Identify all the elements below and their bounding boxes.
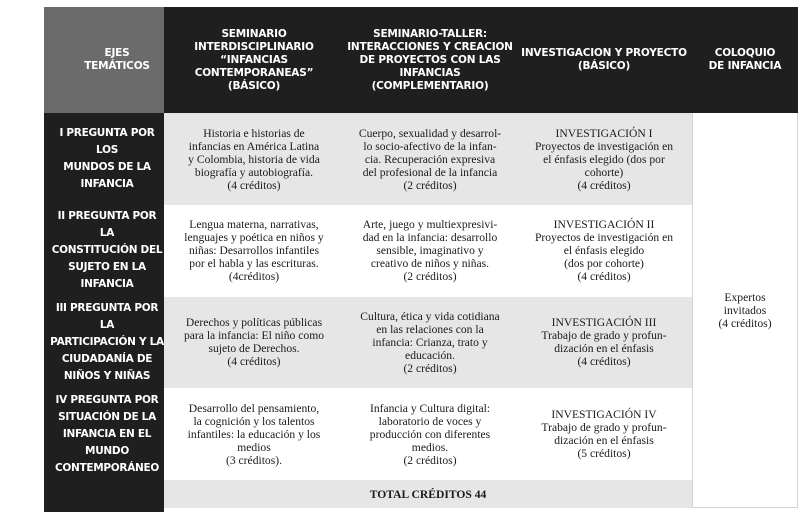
cell-r1-taller: Cuerpo, sexualidad y desarrol- lo socio-afectivo de la infan- cia. Recuperación expresiva del profesional de la infancia (2 créditos) [358, 126, 502, 192]
cell-r1-seminario: Historia e historias de infancias en América Latina y Colombia, historia de vida biografía y autobiografía. (4 créditos) [188, 126, 320, 192]
cell-r3-seminario: Derechos y políticas públicas para la infancia: El niño como sujeto de Derechos. (4 créditos) [183, 316, 325, 368]
row-divider [164, 205, 692, 206]
col-header-taller: SEMINARIO-TALLER: INTERACCIONES Y CREACION DE PROYECTOS CON LAS INFANCIAS (COMPLEMENTARIO) [347, 27, 513, 92]
col-header-seminario: SEMINARIO INTERDISCIPLINARIO “INFANCIAS CONTEMPORANEAS” (BÁSICO) [194, 27, 314, 92]
cell-r4-seminario: Desarrollo del pensamiento, la cognición y los talentos infantiles: la educación y los medios (3 créditos). [187, 401, 321, 467]
col-header-investigacion: INVESTIGACION Y PROYECTO (BÁSICO) [521, 47, 687, 72]
row-divider [164, 388, 692, 389]
axis-row-3: III PREGUNTA POR LA PARTICIPACIÓN Y LA CIUDADANÍA DE NIÑOS Y NIÑAS [50, 301, 164, 382]
cell-r4-investigacion: INVESTIGACIÓN IV Trabajo de grado y profun- dización en el énfasis (5 créditos) [541, 408, 667, 460]
col-header-coloquio: COLOQUIO DE INFANCIA [708, 47, 782, 72]
axis-row-1: I PREGUNTA POR LOS MUNDOS DE LA INFANCIA [59, 127, 155, 190]
cell-coloquio: Expertos invitados (4 créditos) [692, 113, 798, 508]
cell-r2-seminario: Lengua materna, narrativas, lenguajes y poética en niños y niñas: Desarrollos infantiles por el habla y las escrituras. (4créditos) [184, 218, 324, 283]
row-divider [164, 296, 692, 297]
cell-r1-investigacion: INVESTIGACIÓN I Proyectos de investigación en el énfasis elegido (dos por cohorte) (4 créditos) [534, 126, 674, 192]
cell-r3-taller: Cultura, ética y vida cotidiana en las relaciones con la infancia: Crianza, trato y educación. (2 créditos) [360, 309, 500, 375]
axis-row-4: IV PREGUNTA POR SITUACIÓN DE LA INFANCIA EN EL MUNDO CONTEMPORÁNEO [54, 393, 160, 474]
corner-header: EJES TEMÁTICOS [84, 47, 150, 72]
cell-r2-investigacion: INVESTIGACIÓN II Proyectos de investigación en el énfasis elegido (dos por cohorte) (4 créditos) [534, 218, 674, 283]
cell-r4-taller: Infancia y Cultura digital: laboratorio de voces y producción con diferentes medios. (2 créditos) [369, 401, 491, 467]
cell-r2-taller: Arte, juego y multiexpresivi- dad en la infancia: desarrollo sensible, imaginativo y creativo de niños y niñas. (2 créditos) [362, 218, 498, 283]
cell-r3-investigacion: INVESTIGACIÓN III Trabajo de grado y profun- dización en el énfasis (4 créditos) [541, 316, 667, 368]
axis-row-2: II PREGUNTA POR LA CONSTITUCIÓN DEL SUJETO EN LA INFANCIA [51, 210, 163, 290]
total-credits: TOTAL CRÉDITOS 44 [164, 480, 692, 508]
